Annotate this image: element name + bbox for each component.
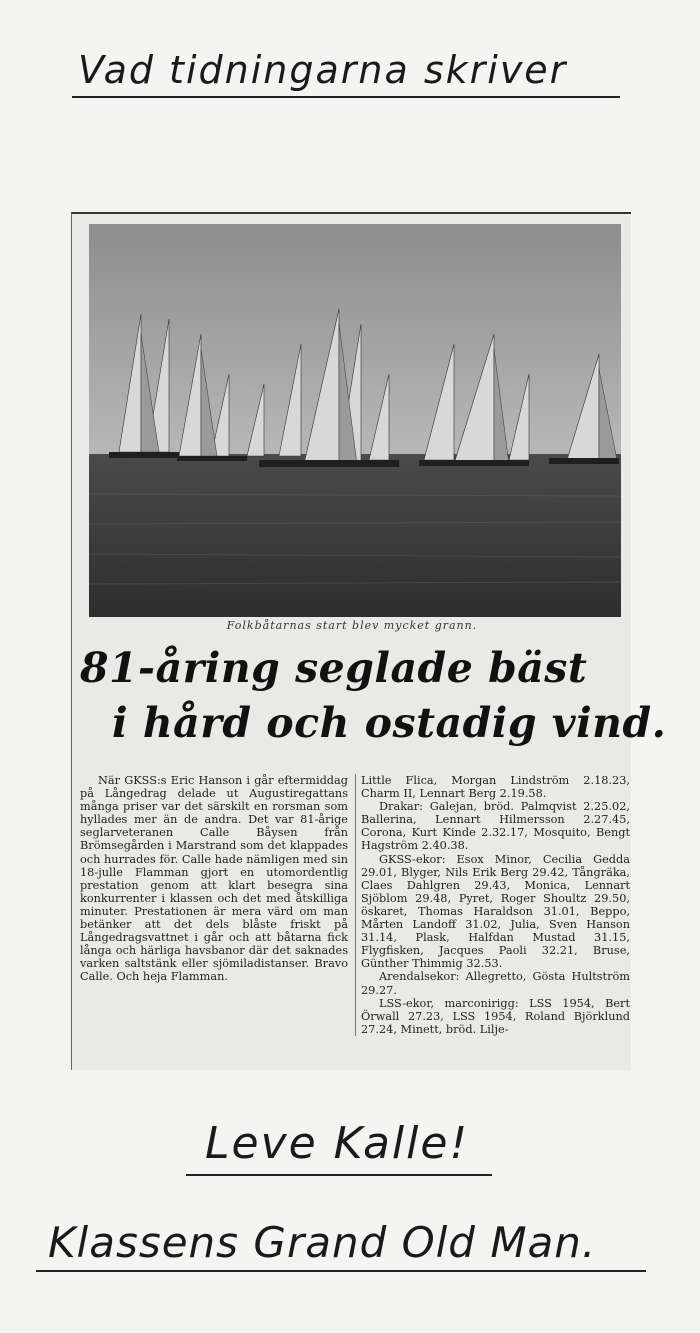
results-paragraph: Little Flica, Morgan Lindström 2.18.23, Charm II, Lennart Berg 2.19.58. xyxy=(361,774,630,801)
handwritten-leve-kalle: Leve Kalle! xyxy=(205,1118,470,1169)
klassens-underline xyxy=(36,1270,646,1272)
results-paragraph: Drakar: Galejan, bröd. Palmqvist 2.25.02, Ballerina, Lennart Hilmersson 2.27.45, Corona, Kurt Kinde 2.32.17, Mosquito, Bengt Hagström 2.40.38. xyxy=(361,800,630,853)
title-underline xyxy=(72,96,620,98)
newspaper-clipping xyxy=(71,212,667,1070)
handwritten-title: Vad tidningarna skriver xyxy=(78,48,568,92)
results-paragraph: GKSS-ekor: Esox Minor, Cecilia Gedda 29.01, Blyger, Nils Erik Berg 29.42, Tångräka, Claes Dahlgren 29.43, Monica, Lennart Sjöblom 29.48, Pyret, Roger Shoultz 29.50, öskaret, Thomas Haraldson 31.01, Beppo, Mårten Landoff 31.02, Julia, Sven Hanson 31.14, Plask, Halfdan Mustad 31.15, Flygfisken, Jacques Paoli 32.21, Bruse, Günther Thimmig 32.53. xyxy=(361,852,630,971)
regatta-photo xyxy=(89,224,621,617)
headline-line-1: 81-åring seglade bäst xyxy=(80,644,588,692)
results-paragraph: LSS-ekor, marconirigg: LSS 1954, Bert Örwall 27.23, LSS 1954, Roland Björklund 27.24, Minett, bröd. Lilje- xyxy=(361,996,630,1036)
leve-underline xyxy=(186,1174,492,1176)
handwritten-klassens-grand-old-man: Klassens Grand Old Man. xyxy=(48,1218,597,1267)
article-paragraph: När GKSS:s Eric Hanson i går eftermiddag på Långedrag delade ut Augustiregattans många priser var det särskilt en rorsman som hyllades mer än de andra. Det var 81-årige seglarveteranen Calle Båysen från Brömsegården i Marstrand som det klappades och hurrades för. Calle hade nämligen med sin 18-julle Flamman gjort en utomordentlig prestation genom att klart besegra sina konkurrenter i klassen och det med åtskilliga minuter. Prestationen är mera värd om man betänker att det dels blåste friskt på Långedragsvattnet i går och att båtarna fick långa och härliga havsbanor där det saknades varken saltstänk eller sjömiladistanser. Bravo Calle. Och heja Flamman. xyxy=(80,774,348,984)
photo-caption: Folkbåtarnas start blev mycket grann. xyxy=(226,619,478,632)
headline-line-2: i hård och ostadig vind. xyxy=(112,699,667,747)
sailboats-illustration xyxy=(89,224,621,617)
article-column-left xyxy=(80,774,348,984)
results-paragraph: Arendalsekor: Allegretto, Gösta Hultström 29.27. xyxy=(361,970,630,997)
article-column-right xyxy=(355,774,630,1036)
